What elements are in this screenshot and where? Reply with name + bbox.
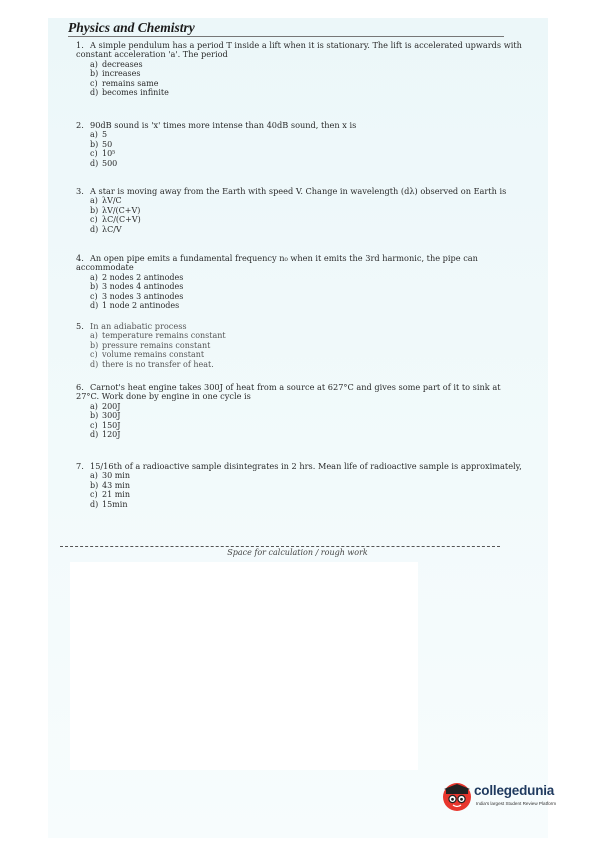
option-b[interactable]: b) 300J [90,411,121,421]
calculation-divider [60,546,500,547]
option-c[interactable]: c) λC/(C+V) [90,215,141,225]
question-number: 5. [76,321,84,331]
question-number: 7. [76,461,84,471]
option-d[interactable]: d) 1 node 2 antinodes [90,301,180,311]
brand-name: collegedunia [474,783,555,798]
option-c[interactable]: c) 10⁵ [90,149,116,159]
option-d[interactable]: d) 120J [90,430,121,440]
question-1 [76,41,536,97]
question-number: 1. [76,40,84,50]
option-c[interactable]: c) volume remains constant [90,350,205,360]
options-list [76,196,536,234]
option-a[interactable]: a) 5 [90,130,108,140]
options-list [76,130,536,168]
question-stem: In an adiabatic process [90,321,187,331]
question-2 [76,121,536,168]
option-a[interactable]: a) 2 nodes 2 antinodes [90,272,184,282]
title-rule [68,36,504,37]
question-stem: 15/16th of a radioactive sample disintegrates in 2 hrs. Mean life of radioactive sample is approximately, [90,461,522,471]
page-title: Physics and Chemistry [68,20,195,35]
question-7 [76,462,536,509]
option-a[interactable]: a) λV/C [90,196,122,206]
option-b[interactable]: b) 50 [90,139,113,149]
options-list [76,273,536,311]
option-a[interactable]: a) decreases [90,59,143,69]
options-list [76,402,526,440]
question-5 [76,322,536,369]
options-list [76,60,536,98]
question-stem: Carnot's heat engine takes 300J of heat from a source at 627°C and gives some part of it to sink at 27°C. Work done by engine in one cycle is [76,382,501,402]
question-4 [76,254,536,310]
question-6 [76,383,526,439]
option-d[interactable]: d) λC/V [90,224,122,234]
option-d[interactable]: d) 15min [90,499,128,509]
calculation-label: Space for calculation / rough work [227,548,368,557]
question-stem: 90dB sound is 'x' times more intense than 40dB sound, then x is [90,120,357,130]
option-a[interactable]: a) 200J [90,401,121,411]
question-number: 2. [76,120,84,130]
brand-footer [440,778,580,822]
question-number: 4. [76,253,84,263]
option-d[interactable]: d) 500 [90,158,118,168]
option-c[interactable]: c) 150J [90,420,121,430]
option-c[interactable]: c) 3 nodes 3 antinodes [90,291,184,301]
question-number: 6. [76,382,84,392]
question-stem: A simple pendulum has a period T inside a lift when it is stationary. The lift is accelerated upwards with constant acceleration 'a'. The period [76,40,522,60]
rough-work-area [70,562,418,770]
option-c[interactable]: c) 21 min [90,490,131,500]
question-stem: An open pipe emits a fundamental frequency n₀ when it emits the 3rd harmonic, the pipe can accommodate [76,253,478,273]
question-3 [76,187,536,234]
option-b[interactable]: b) 43 min [90,480,131,490]
option-c[interactable]: c) remains same [90,78,159,88]
option-d[interactable]: d) there is no transfer of heat. [90,359,214,369]
brand-tagline: India's largest Student Review Platform [476,801,557,806]
question-number: 3. [76,186,84,196]
option-a[interactable]: a) 30 min [90,471,131,481]
option-b[interactable]: b) λV/(C+V) [90,205,141,215]
option-a[interactable]: a) temperature remains constant [90,331,226,341]
option-b[interactable]: b) increases [90,69,141,79]
mascot-logo-icon [440,780,474,814]
question-stem: A star is moving away from the Earth with speed V. Change in wavelength (dλ) observed on Earth is [90,186,507,196]
options-list [76,331,536,369]
options-list [76,471,536,509]
option-b[interactable]: b) pressure remains constant [90,340,211,350]
option-b[interactable]: b) 3 nodes 4 antinodes [90,282,184,292]
option-d[interactable]: d) becomes infinite [90,88,169,98]
